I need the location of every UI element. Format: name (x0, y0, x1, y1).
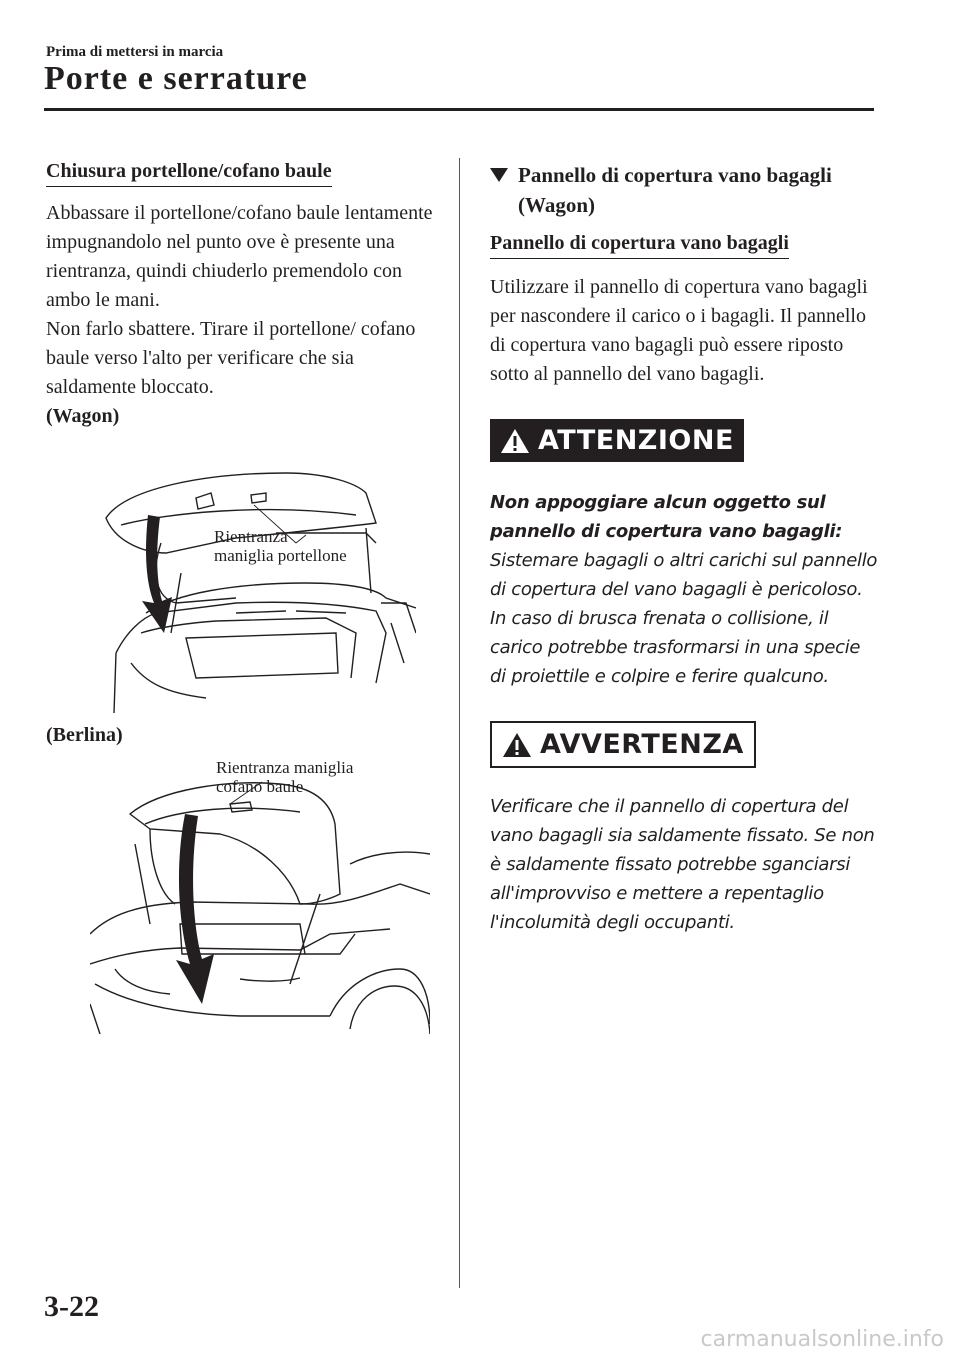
cover-paragraph: Utilizzare il pannello di copertura vano bagagli per nascondere il carico o i bagagli. Il pannello di copertura vano bagagli può essere riposto sotto al pannello del vano bagagli. (490, 276, 868, 385)
cover-section-heading-line2: (Wagon) (518, 193, 596, 217)
watermark: carmanualsonline.info (700, 1327, 944, 1352)
page-number: 3-22 (44, 1290, 99, 1323)
cover-section-heading-line1: Pannello di copertura vano bagagli (518, 163, 832, 187)
warning-label: AVVERTENZA (540, 729, 744, 760)
exclamation-triangle-icon (502, 732, 532, 758)
header-rule (44, 108, 874, 111)
wagon-liftgate-figure (46, 433, 446, 713)
sedan-trunk-illustration (90, 754, 430, 1044)
sedan-callout-line2: cofano baule (216, 777, 304, 796)
sedan-callout-line1: Rientranza maniglia (216, 758, 354, 777)
caution-bold-line2: pannello di copertura vano bagagli: (490, 521, 843, 542)
chapter-title: Porte e serrature (44, 60, 308, 97)
right-column (490, 160, 880, 937)
cover-subheading: Pannello di copertura vano bagagli (490, 232, 789, 259)
warning-text: Verificare che il pannello di copertura del vano bagagli sia saldamente fissato. Se non è saldamente fissato potrebbe sganciarsi all'improvviso e mettere a repentaglio l'incolumità degli occupanti. (490, 796, 875, 933)
column-divider (459, 158, 460, 1288)
breadcrumb: Prima di mettersi in marcia (46, 44, 224, 60)
warning-badge (490, 721, 756, 768)
caution-label: ATTENZIONE (538, 425, 734, 456)
down-triangle-icon (490, 168, 508, 182)
sedan-label: (Berlina) (46, 724, 123, 746)
left-column (46, 160, 446, 1054)
wagon-callout-line1: Rientranza (214, 527, 288, 546)
cover-section-heading (490, 160, 880, 220)
caution-block (490, 419, 880, 691)
sedan-trunk-figure (46, 754, 446, 1054)
warning-block (490, 721, 880, 937)
wagon-callout-line2: maniglia portellone (214, 546, 347, 565)
wagon-callout (214, 527, 347, 565)
closing-paragraph-1: Abbassare il portellone/cofano baule lentamente impugnandolo nel punto ove è presente una rientranza, quindi chiuderlo premendolo con ambo le mani. (46, 202, 433, 311)
caution-text: Sistemare bagagli o altri carichi sul pannello di copertura del vano bagagli è pericoloso. In caso di brusca frenata o collisione, il carico potrebbe trasformarsi in una specie di proiettile e colpire e ferire qualcuno. (490, 550, 878, 687)
wagon-liftgate-illustration (86, 433, 416, 713)
exclamation-triangle-icon (500, 428, 530, 454)
closing-subheading: Chiusura portellone/cofano baule (46, 160, 332, 187)
caution-bold-line1: Non appoggiare alcun oggetto sul (490, 492, 826, 513)
caution-badge (490, 419, 744, 462)
wagon-label: (Wagon) (46, 405, 120, 427)
closing-paragraph-2: Non farlo sbattere. Tirare il portellone/ cofano baule verso l'alto per verificare che sia saldamente bloccato. (46, 318, 416, 398)
sedan-callout (216, 758, 353, 796)
